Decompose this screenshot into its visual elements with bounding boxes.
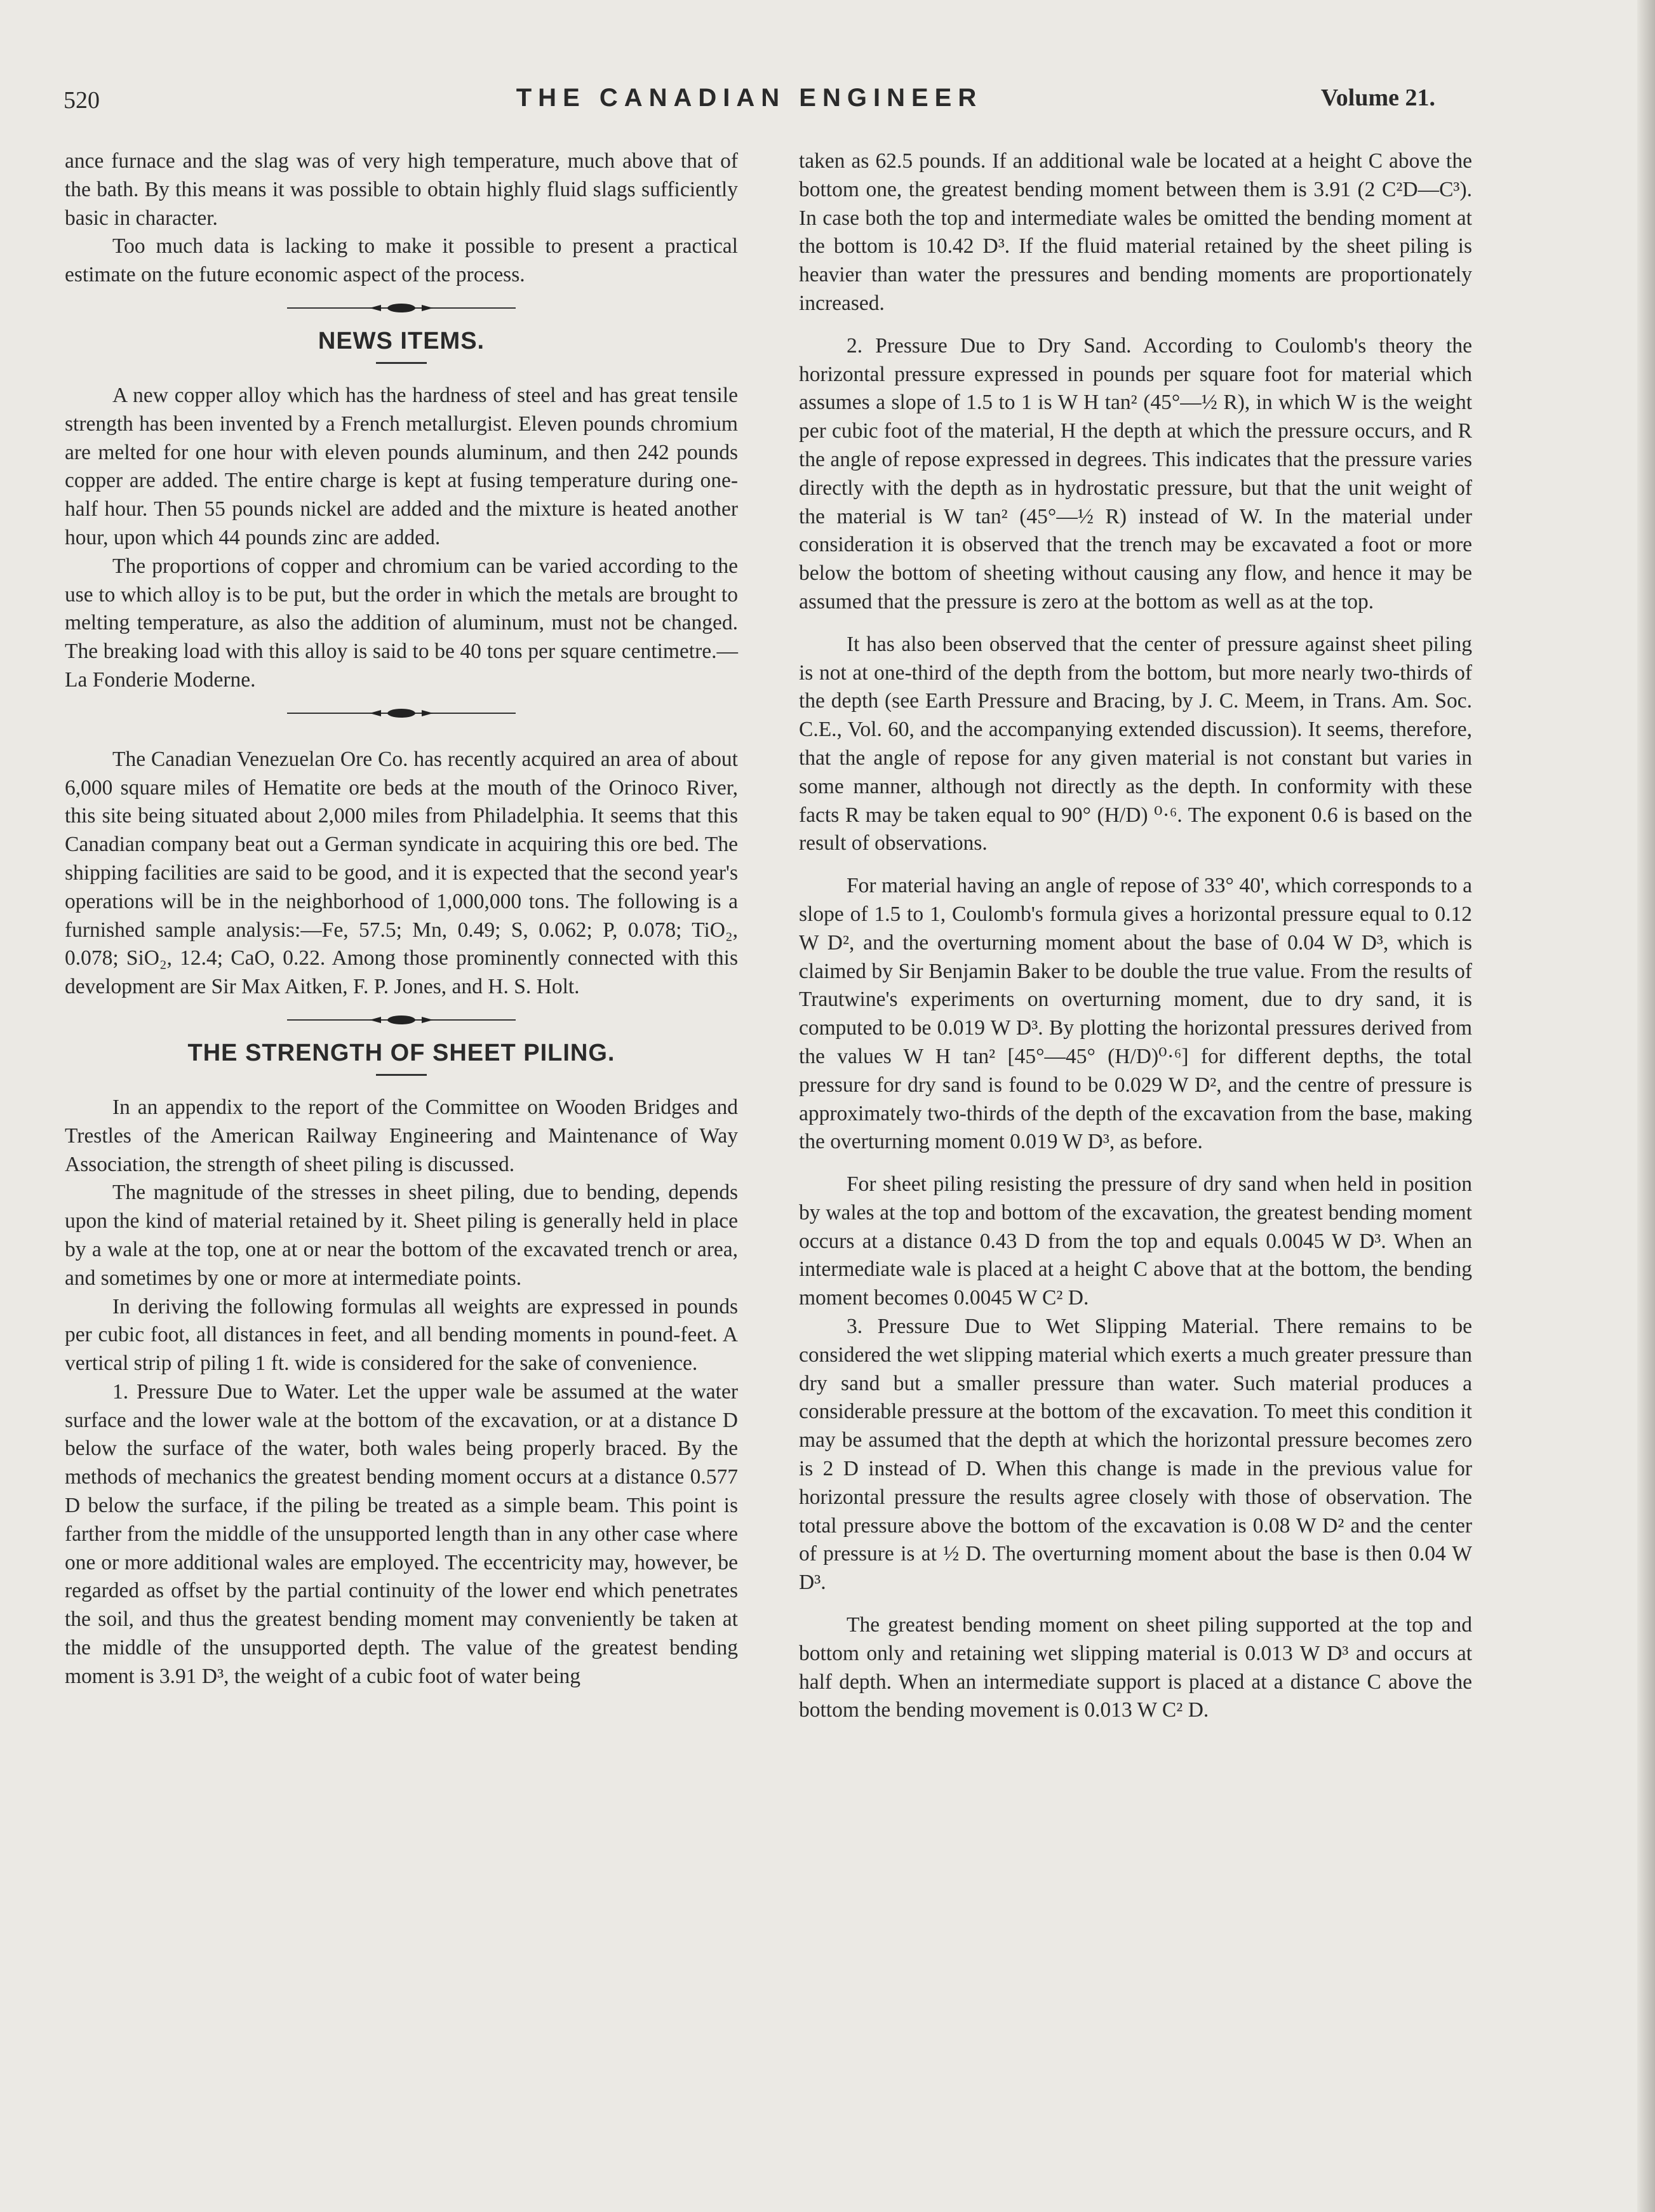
ornament-divider — [287, 1010, 516, 1029]
heading-rule — [376, 362, 427, 364]
right-column — [799, 147, 1472, 1725]
article-paragraph: 1. Pressure Due to Water. Let the upper wale be assumed at the water surface and the lower wale at the bottom of the excavation, or at a distance D below the surface of the water, both wales being properly braced. By the methods of mechanics the greatest bending moment occurs at a distance 0.577 D below the surface, if the piling be treated as a simple beam. This point is farther from the middle of the unsupported length than in any other case where one or more additional wales are employed. The eccentricity may, however, be regarded as offset by the partial continuity of the lower end which penetrates the soil, and thus the greatest bending moment may conveniently be taken at the middle of the unsupported depth. The value of the greatest bending moment is 3.91 D³, the weight of a cubic foot of water being — [65, 1379, 738, 1688]
journal-title: THE CANADIAN ENGINEER — [516, 84, 983, 112]
ornament-divider — [287, 704, 516, 723]
article-paragraph: 2. Pressure Due to Dry Sand. According to Coulomb's theory the horizontal pressure expressed in pounds per square foot for material which assumes a slope of 1.5 to 1 is W H tan² (45°—½ R), in which W is the weight per cubic foot of the material, H the depth at which the pressure occurs, and R the angle of repose expressed in degrees. This indicates that the pressure varies directly with the depth as in hydrostatic pressure, but that the unit weight of the material is W tan² (45°—½ R) instead of W. In the material under consideration it is observed that the trench may be excavated a foot or more below the bottom of sheeting without causing any flow, and hence it may be assumed that the pressure is zero at the bottom as well as at the top. — [799, 333, 1472, 613]
left-column — [65, 147, 738, 1691]
article-paragraph: It has also been observed that the center of pressure against sheet piling is not at one-third of the depth from the bottom, but more nearly two-thirds of the depth (see Earth Pressure and Bracing, by J. C. Meem, in Trans. Am. Soc. C.E., Vol. 60, and the accompanying extended discussion). It seems, therefore, that the angle of repose for any given material is not constant but varies in some manner, although not directly as the depth. In conformity with these facts R may be taken equal to 90° (H/D) ⁰·⁶. The exponent 0.6 is based on the result of observations. — [799, 632, 1472, 855]
article-paragraph: For material having an angle of repose of 33° 40', which corresponds to a slope of 1.5 to 1, Coulomb's formula gives a horizontal pressure equal to 0.12 W D², and the overturning moment about the base of 0.04 W D³, which is claimed by Sir Benjamin Baker to be double the true value. From the results of Trautwine's experiments on overturning moment, due to dry sand, it is computed to be 0.019 W D³. By plotting the horizontal pressures derived from the values W H tan² [45°—45° (H/D)⁰·⁶] for different depths, the total pressure for dry sand is found to be 0.029 W D², and the centre of pressure is approximately two-thirds of the depth of the excavation from the base, making the overturning moment 0.019 W D³, as before. — [799, 874, 1472, 1154]
article-paragraph: For sheet piling resisting the pressure of dry sand when held in position by wales at the top and bottom of the excavation, the greatest bending moment occurs at a distance 0.43 D from the top and equals 0.0045 W D³. When an intermediate wale is placed at a height C above that at the bottom, the bending moment becomes 0.0045 W C² D. — [799, 1172, 1472, 1310]
news-paragraph: The Canadian Venezuelan Ore Co. has recently acquired an area of about 6,000 square miles of Hematite ore beds at the mouth of the Orinoco River, this site being situated about 2,000 miles from Philadelphia. It seems that this Canadian company beat out a German syndicate in acquiring this ore bed. The shipping facilities are said to be good, and it is expected that the second year's operations will be in the neighborhood of 1,000,000 tons. The following is a furnished sample analysis:—Fe, 57.5; Mn, 0.49; S, 0.062; P, 0.078; TiO₂, 0.078; SiO₂, 12.4; CaO, 0.22. Among those prominently connected with this development are Sir Max Aitken, F. P. Jones, and H. S. Holt. — [65, 747, 738, 999]
page-header — [64, 81, 1435, 119]
news-items-heading: NEWS ITEMS. — [318, 327, 485, 354]
article-paragraph: In an appendix to the report of the Committee on Wooden Bridges and Trestles of the American Railway Engineering and Maintenance of Way Association, the strength of sheet piling is discussed. — [65, 1095, 738, 1176]
intro-paragraph: ance furnace and the slag was of very high temperature, much above that of the bath. By this means it was possible to obtain highly fluid slags sufficiently basic in character. — [65, 149, 738, 230]
page-number: 520 — [64, 87, 100, 114]
heading-rule — [376, 1074, 427, 1076]
ornament-divider — [287, 298, 516, 318]
volume-label: Volume 21. — [1320, 84, 1435, 111]
news-paragraph: A new copper alloy which has the hardness of steel and has great tensile strength has been invented by a French metallurgist. Eleven pounds chromium are melted for one hour with eleven pounds aluminum, and then 242 pounds copper are added. The entire charge is kept at fusing temperature during one-half hour. Then 55 pounds nickel are added and the mixture is heated another hour, upon which 44 pounds zinc are added. — [65, 383, 738, 549]
page-edge-shadow — [1637, 0, 1655, 2212]
article-heading: THE STRENGTH OF SHEET PILING. — [187, 1039, 615, 1066]
intro-paragraph: Too much data is lacking to make it possible to present a practical estimate on the future economic aspect of the process. — [65, 234, 738, 287]
news-paragraph: The proportions of copper and chromium can be varied according to the use to which alloy is to be put, but the order in which the metals are brought to melting temperature, as also the addition of aluminum, must not be changed. The breaking load with this alloy is said to be 40 tons per square centimetre.—La Fonderie Moderne. — [65, 554, 738, 692]
article-paragraph: In deriving the following formulas all weights are expressed in pounds per cubic foot, all distances in feet, and all bending moments in pound-feet. A vertical strip of piling 1 ft. wide is considered for the sake of convenience. — [65, 1294, 738, 1376]
article-paragraph: The greatest bending moment on sheet piling supported at the top and bottom only and retaining wet slipping material is 0.013 W D³ and occurs at half depth. When an intermediate support is placed at a distance C above the bottom the bending movement is 0.013 W C² D. — [799, 1613, 1472, 1722]
article-paragraph: The magnitude of the stresses in sheet piling, due to bending, depends upon the kind of material retained by it. Sheet piling is generally held in place by a wale at the top, one at or near the bottom of the excavated trench or area, and sometimes by one or more at intermediate points. — [65, 1181, 738, 1290]
article-paragraph: 3. Pressure Due to Wet Slipping Material. There remains to be considered the wet slipping material which exerts a much greater pressure than dry sand but a smaller pressure than water. Such material produces a considerable pressure at the bottom of the excavation. To meet this condition it may be assumed that the depth at which the horizontal pressure becomes zero is 2 D instead of D. When this change is made in the previous value for horizontal pressure the results agree closely with those of observation. The total pressure above the bottom of the excavation is 0.08 W D² and the center of pressure is at ½ D. The overturning moment about the base is then 0.04 W D³. — [799, 1315, 1472, 1595]
article-paragraph: taken as 62.5 pounds. If an additional wale be located at a height C above the bottom one, the greatest bending moment between them is 3.91 (2 C²D—C³). In case both the top and intermediate wales be omitted the bending moment at the bottom is 10.42 D³. If the fluid material retained by the sheet piling is heavier than water the pressures and bending moments are proportionately increased. — [799, 149, 1472, 315]
